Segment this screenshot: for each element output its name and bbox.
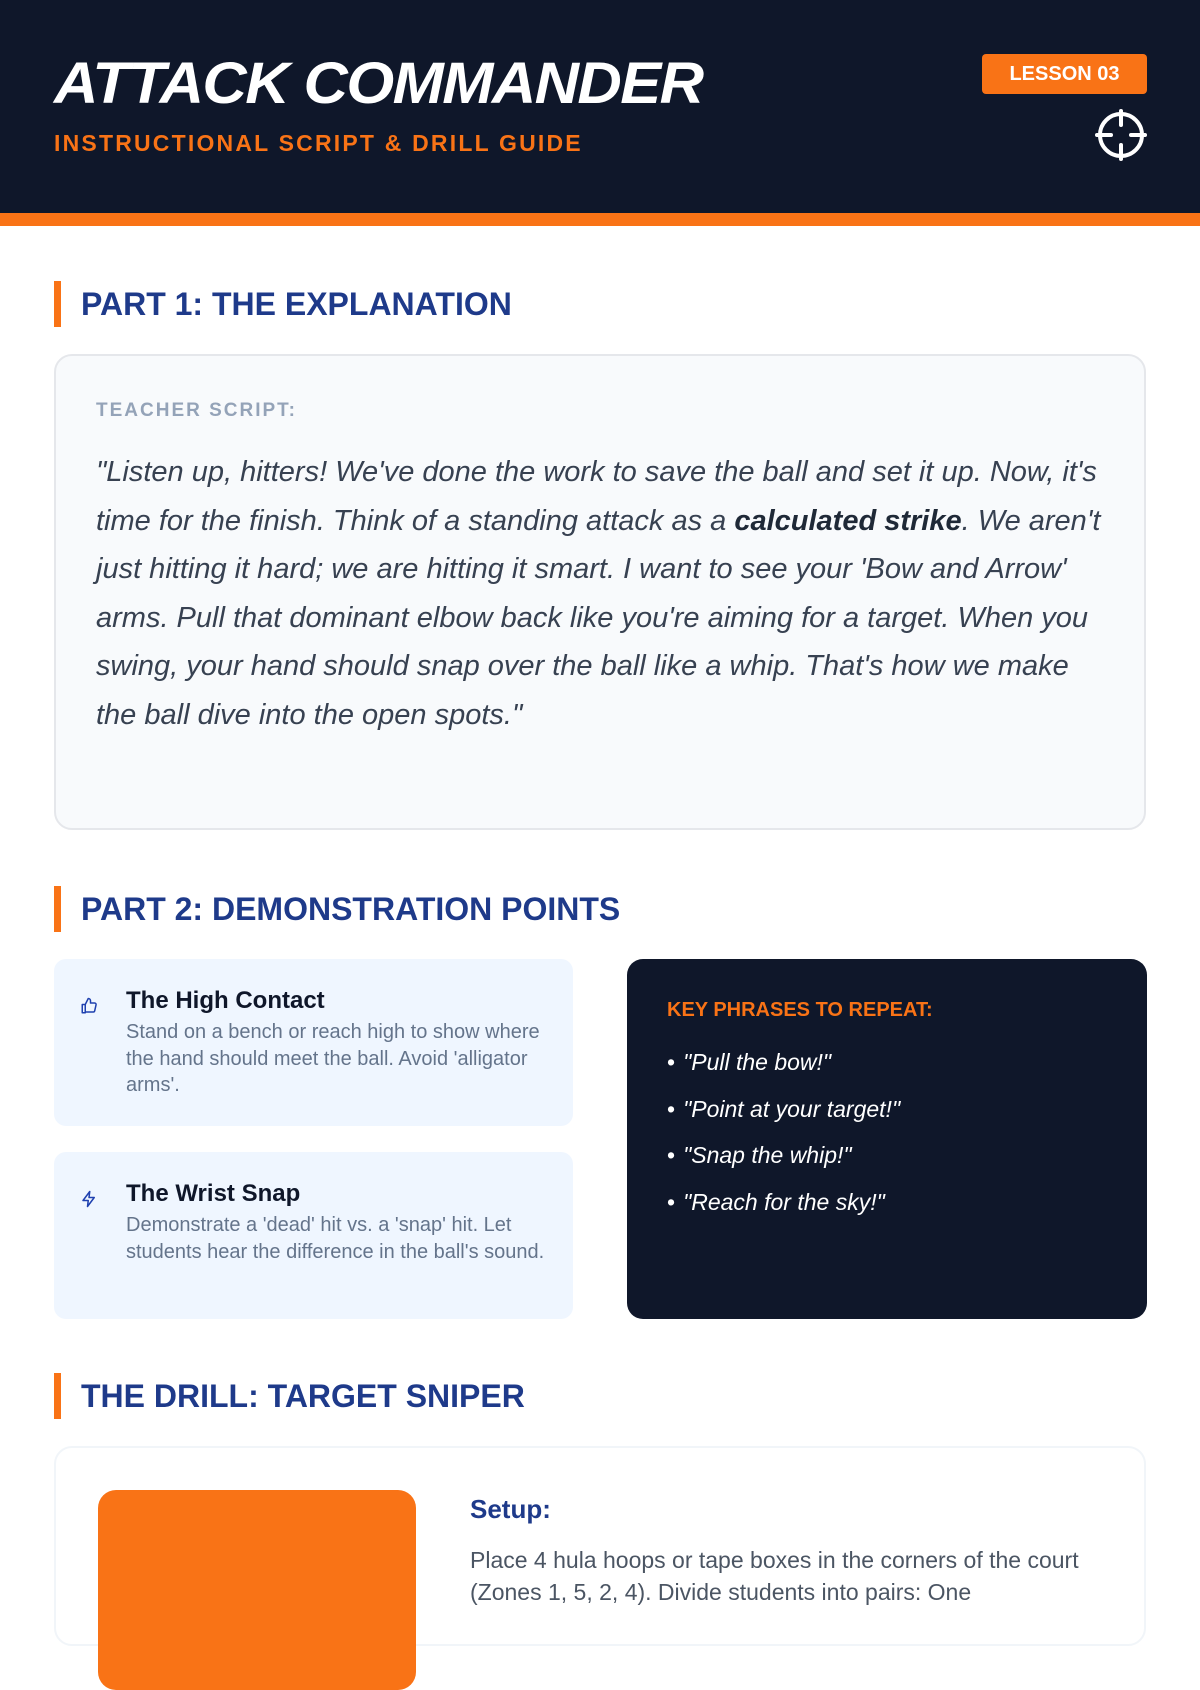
drill-illustration: [98, 1490, 416, 1690]
crosshair-icon: [1095, 109, 1147, 161]
section-heading-demonstration: PART 2: DEMONSTRATION POINTS: [54, 886, 620, 932]
section-heading-explanation: PART 1: THE EXPLANATION: [54, 281, 512, 327]
key-phrases-list: [667, 1039, 900, 1225]
header-accent-stripe: [0, 213, 1200, 226]
key-phrase-text: "Snap the whip!": [683, 1142, 852, 1168]
key-phrases-label: KEY PHRASES TO REPEAT:: [667, 999, 933, 1021]
script-text-end: . We aren't just hitting it hard; we are hitting it smart. I want to see your 'Bow and Arrow' arms. Pull that dominant elbow back like you're aiming for a target. When you swing, your hand should snap over the ball like a whip. That's how we make the ball dive into the open spots.": [96, 504, 1101, 731]
key-phrase-item: • "Snap the whip!": [667, 1142, 852, 1168]
setup-label: Setup:: [470, 1494, 551, 1524]
lightning-icon: [80, 1190, 98, 1208]
script-text: [96, 448, 1106, 739]
key-phrase-item: • "Pull the bow!": [667, 1049, 832, 1075]
demo-point-title: The Wrist Snap: [126, 1180, 301, 1207]
page-subtitle: INSTRUCTIONAL SCRIPT & DRILL GUIDE: [54, 130, 583, 156]
setup-text: Place 4 hula hoops or tape boxes in the corners of the court (Zones 1, 5, 2, 4). Divide students into pairs: One: [470, 1547, 1079, 1605]
header-banner: [0, 0, 1200, 213]
script-emphasis: calculated strike: [734, 504, 962, 537]
page-title: ATTACK COMMANDER: [54, 51, 703, 116]
demo-point-card: [54, 959, 573, 1126]
key-phrase-text: "Pull the bow!": [683, 1049, 832, 1075]
key-phrase-text: "Reach for the sky!": [683, 1188, 885, 1215]
key-phrases-card: [627, 959, 1147, 1319]
demo-point-card: [54, 1152, 573, 1319]
key-phrase-item: • "Point at your target!": [667, 1095, 901, 1122]
script-text-start: "Listen up, hitters! We've done the work to save the ball and set it up. Now, it's time for the finish. Think of a standing attack as a: [96, 456, 1097, 537]
lesson-badge: LESSON 03: [982, 54, 1147, 94]
key-phrase-text: "Point at your target!": [683, 1095, 901, 1122]
thumbs-up-icon: [80, 997, 98, 1015]
drill-card: [54, 1446, 1146, 1646]
demo-point-title: The High Contact: [126, 987, 325, 1014]
key-phrase-item: • "Reach for the sky!": [667, 1188, 885, 1215]
script-label: TEACHER SCRIPT:: [96, 400, 298, 421]
demo-point-body: Demonstrate a 'dead' hit vs. a 'snap' hit. Let students hear the difference in the ball's sound.: [126, 1214, 545, 1263]
section-heading-drill: THE DRILL: TARGET SNIPER: [54, 1373, 525, 1419]
teacher-script-card: [54, 354, 1146, 830]
demo-point-body: Stand on a bench or reach high to show where the hand should meet the ball. Avoid 'alligator arms'.: [126, 1021, 540, 1096]
